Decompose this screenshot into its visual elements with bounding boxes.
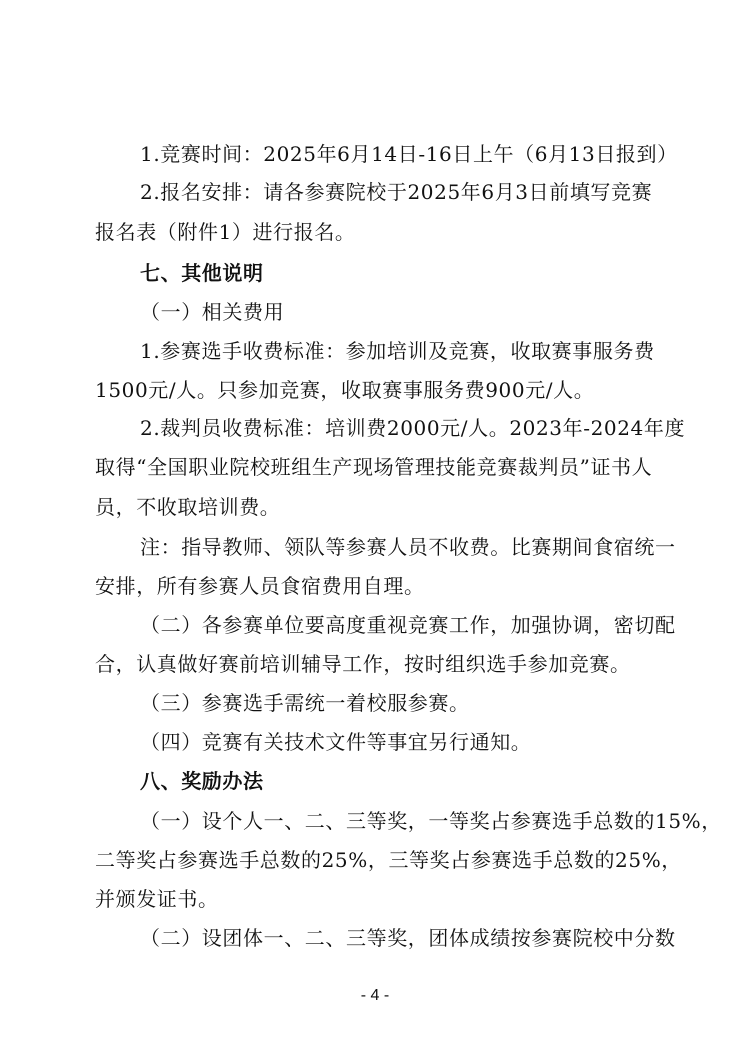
text-line: 取得“全国职业院校班组生产现场管理技能竞赛裁判员”证书人: [95, 455, 653, 479]
section-heading: 八、奖励办法: [140, 769, 264, 793]
note-line: 安排，所有参赛人员食宿费用自理。: [95, 574, 425, 598]
text-line: 2.裁判员收费标准：培训费2000元/人。2023年-2024年度: [140, 416, 686, 440]
text-line: （三）参赛选手需统一着校服参赛。: [140, 691, 470, 715]
text-line: 1500元/人。只参加竞赛，收取赛事服务费900元/人。: [95, 378, 595, 402]
section-heading: 七、其他说明: [140, 261, 264, 285]
page-number: - 4 -: [360, 987, 390, 1004]
text-line: （一）设个人一、二、三等奖，一等奖占参赛选手总数的15%，: [140, 809, 722, 833]
text-line: （四）竞赛有关技术文件等事宜另行通知。: [140, 730, 532, 754]
text-line: 员，不收取培训费。: [95, 495, 281, 519]
subsection-heading: （一）相关费用: [140, 300, 285, 324]
note-line: 注：指导教师、领队等参赛人员不收费。比赛期间食宿统一: [140, 535, 676, 559]
text-line: （二）各参赛单位要高度重视竞赛工作，加强协调，密切配: [140, 613, 676, 637]
text-line: 合，认真做好赛前培训辅导工作，按时组织选手参加竞赛。: [95, 652, 631, 676]
text-line: 1.竞赛时间：2025年6月14日-16日上午（6月13日报到）: [140, 142, 678, 166]
text-line: 1.参赛选手收费标准：参加培训及竞赛，收取赛事服务费: [140, 339, 655, 363]
text-line: 并颁发证书。: [95, 887, 219, 911]
text-line: （二）设团体一、二、三等奖，团体成绩按参赛院校中分数: [140, 926, 676, 950]
text-line: 二等奖占参赛选手总数的25%，三等奖占参赛选手总数的25%，: [95, 848, 682, 872]
text-line: 报名表（附件1）进行报名。: [95, 220, 356, 244]
text-line: 2.报名安排：请各参赛院校于2025年6月3日前填写竞赛: [140, 180, 653, 204]
